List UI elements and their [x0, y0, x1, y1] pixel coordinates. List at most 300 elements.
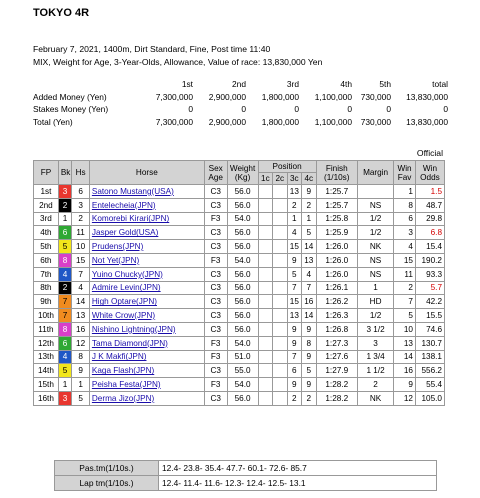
- header-finish-label: Finish: [325, 163, 348, 173]
- favorite-cell: 1: [394, 185, 416, 199]
- header-win: Win: [397, 163, 412, 173]
- horse-link[interactable]: Not Yet(JPN): [91, 255, 140, 265]
- header-weight-label: Weight: [229, 163, 256, 173]
- corner-2-cell: [273, 378, 287, 392]
- horse-name-cell: [89, 295, 204, 309]
- horse-name-cell: [89, 267, 204, 281]
- horse-link[interactable]: Admire Levin(JPN): [91, 283, 161, 293]
- favorite-cell: 5: [394, 309, 416, 323]
- money-cell: 2,900,000: [208, 117, 246, 128]
- horse-number-cell: 6: [72, 185, 90, 199]
- corner-3-cell: 7: [287, 350, 301, 364]
- result-row: [34, 350, 445, 364]
- header-finish: [316, 161, 357, 185]
- result-row: [34, 185, 445, 199]
- result-row: [34, 212, 445, 226]
- money-row-label: Stakes Money (Yen): [33, 104, 109, 115]
- weight-cell: 56.0: [227, 281, 258, 295]
- lap-time-label: Lap tm(1/10s.): [55, 476, 159, 491]
- fp-cell: 12th: [34, 336, 59, 350]
- finish-time-cell: 1:25.7: [316, 198, 357, 212]
- sex-age-cell: F3: [204, 253, 227, 267]
- finish-time-cell: 1:26.0: [316, 253, 357, 267]
- horse-link[interactable]: Jasper Gold(USA): [91, 228, 159, 238]
- horse-name-cell: [89, 336, 204, 350]
- sex-age-cell: C3: [204, 185, 227, 199]
- favorite-cell: 16: [394, 364, 416, 378]
- horse-number-cell: 7: [72, 267, 90, 281]
- finish-time-cell: 1:27.9: [316, 364, 357, 378]
- corner-3-cell: 1: [287, 212, 301, 226]
- favorite-cell: 2: [394, 281, 416, 295]
- corner-4-cell: 14: [302, 240, 317, 254]
- favorite-cell: 13: [394, 336, 416, 350]
- bracket-cell: 1: [58, 212, 71, 226]
- finish-time-cell: 1:25.8: [316, 212, 357, 226]
- finish-time-cell: 1:26.8: [316, 322, 357, 336]
- horse-name-cell: [89, 391, 204, 405]
- result-row: [34, 267, 445, 281]
- odds-cell: 556.2: [415, 364, 444, 378]
- sex-age-cell: C3: [204, 309, 227, 323]
- margin-cell: [357, 185, 393, 199]
- corner-2-cell: [273, 322, 287, 336]
- odds-cell: 138.1: [415, 350, 444, 364]
- results-header-row: [34, 161, 445, 173]
- money-cell: 1,100,000: [314, 117, 352, 128]
- horse-link[interactable]: Satono Mustang(USA): [91, 186, 174, 196]
- corner-4-cell: 13: [302, 253, 317, 267]
- horse-link[interactable]: Tama Diamond(JPN): [91, 338, 168, 348]
- lap-times-table: [54, 460, 437, 491]
- corner-1-cell: [258, 185, 272, 199]
- money-cell: 2nd: [232, 79, 246, 90]
- corner-1-cell: [258, 226, 272, 240]
- corner-1-cell: [258, 322, 272, 336]
- corner-2-cell: [273, 309, 287, 323]
- odds-cell: 190.2: [415, 253, 444, 267]
- odds-cell: 42.2: [415, 295, 444, 309]
- result-row: [34, 295, 445, 309]
- money-cell: 1st: [181, 79, 193, 90]
- bracket-cell: 3: [58, 185, 71, 199]
- horse-link[interactable]: J K Makfi(JPN): [91, 352, 147, 362]
- sex-age-cell: C3: [204, 240, 227, 254]
- favorite-cell: 3: [394, 226, 416, 240]
- passing-time-row: [55, 461, 437, 476]
- finish-time-cell: 1:27.3: [316, 336, 357, 350]
- money-cell: 0: [386, 104, 391, 115]
- corner-4-cell: 7: [302, 281, 317, 295]
- corner-2-cell: [273, 240, 287, 254]
- corner-4-cell: 2: [302, 198, 317, 212]
- result-row: [34, 226, 445, 240]
- header-weight-unit: (Kg): [234, 172, 251, 182]
- money-cell: 5th: [379, 79, 391, 90]
- horse-number-cell: 1: [72, 378, 90, 392]
- sex-age-cell: C3: [204, 226, 227, 240]
- corner-2-cell: [273, 350, 287, 364]
- money-cell: 3rd: [286, 79, 299, 90]
- corner-3-cell: 9: [287, 322, 301, 336]
- favorite-cell: 7: [394, 295, 416, 309]
- money-cell: 7,300,000: [155, 117, 193, 128]
- header-age: Age: [208, 172, 223, 182]
- odds-cell: 29.8: [415, 212, 444, 226]
- fp-cell: 14th: [34, 364, 59, 378]
- corner-1-cell: [258, 336, 272, 350]
- odds-cell: 105.0: [415, 391, 444, 405]
- odds-cell: 48.7: [415, 198, 444, 212]
- margin-cell: 1 3/4: [357, 350, 393, 364]
- header-hs: Hs: [72, 161, 90, 185]
- corner-4-cell: 4: [302, 267, 317, 281]
- favorite-cell: 11: [394, 267, 416, 281]
- corner-1-cell: [258, 253, 272, 267]
- horse-name-cell: [89, 240, 204, 254]
- horse-link[interactable]: High Optare(JPN): [91, 297, 157, 307]
- favorite-cell: 12: [394, 391, 416, 405]
- fp-cell: 10th: [34, 309, 59, 323]
- corner-4-cell: 9: [302, 322, 317, 336]
- lap-time-row: [55, 476, 437, 491]
- horse-number-cell: 4: [72, 281, 90, 295]
- result-row: [34, 240, 445, 254]
- horse-link[interactable]: Peisha Festa(JPN): [91, 380, 161, 390]
- weight-cell: 56.0: [227, 240, 258, 254]
- horse-name-cell: [89, 212, 204, 226]
- corner-1-cell: [258, 309, 272, 323]
- race-info-line-2: MIX, Weight for Age, 3-Year-Olds, Allowance, Value of race: 13,830,000 Yen: [33, 57, 323, 67]
- finish-time-cell: 1:26.0: [316, 267, 357, 281]
- horse-name-cell: [89, 364, 204, 378]
- fp-cell: 9th: [34, 295, 59, 309]
- corner-2-cell: [273, 364, 287, 378]
- prize-money-table: [33, 78, 448, 128]
- header-corner-1: 1c: [258, 173, 272, 185]
- favorite-cell: 14: [394, 350, 416, 364]
- money-cell: 0: [443, 104, 448, 115]
- bracket-cell: 7: [58, 309, 71, 323]
- fp-cell: 4th: [34, 226, 59, 240]
- bracket-cell: 7: [58, 295, 71, 309]
- header-sex: Sex: [208, 163, 223, 173]
- favorite-cell: 10: [394, 322, 416, 336]
- money-cell: 0: [241, 104, 246, 115]
- corner-2-cell: [273, 253, 287, 267]
- favorite-cell: 9: [394, 378, 416, 392]
- bracket-cell: 2: [58, 198, 71, 212]
- margin-cell: 1 1/2: [357, 364, 393, 378]
- bracket-cell: 8: [58, 253, 71, 267]
- margin-cell: NS: [357, 198, 393, 212]
- sex-age-cell: C3: [204, 364, 227, 378]
- fp-cell: 15th: [34, 378, 59, 392]
- money-cell: 730,000: [360, 117, 391, 128]
- money-cell: 13,830,000: [406, 117, 448, 128]
- horse-number-cell: 12: [72, 336, 90, 350]
- corner-3-cell: 6: [287, 364, 301, 378]
- corner-3-cell: 9: [287, 378, 301, 392]
- odds-cell: 74.6: [415, 322, 444, 336]
- margin-cell: 1/2: [357, 309, 393, 323]
- weight-cell: 56.0: [227, 295, 258, 309]
- corner-4-cell: 9: [302, 378, 317, 392]
- fp-cell: 6th: [34, 253, 59, 267]
- bracket-cell: 5: [58, 364, 71, 378]
- bracket-cell: 2: [58, 281, 71, 295]
- result-row: [34, 198, 445, 212]
- corner-1-cell: [258, 295, 272, 309]
- horse-name-cell: [89, 185, 204, 199]
- money-header-row: [33, 78, 448, 91]
- horse-link[interactable]: Derma Jizo(JPN): [91, 393, 155, 403]
- money-cell: 0: [347, 104, 352, 115]
- corner-2-cell: [273, 267, 287, 281]
- weight-cell: 51.0: [227, 350, 258, 364]
- header-win-fav: [394, 161, 416, 185]
- horse-name-cell: [89, 198, 204, 212]
- fp-cell: 8th: [34, 281, 59, 295]
- odds-cell: 6.8: [415, 226, 444, 240]
- weight-cell: 56.0: [227, 322, 258, 336]
- horse-number-cell: 13: [72, 309, 90, 323]
- finish-time-cell: 1:27.6: [316, 350, 357, 364]
- result-row: [34, 378, 445, 392]
- horse-name-cell: [89, 309, 204, 323]
- horse-link[interactable]: Prudens(JPN): [91, 242, 144, 252]
- corner-4-cell: 1: [302, 212, 317, 226]
- result-row: [34, 253, 445, 267]
- horse-name-cell: [89, 253, 204, 267]
- header-fav: Fav: [397, 172, 412, 182]
- result-row: [34, 336, 445, 350]
- result-row: [34, 391, 445, 405]
- sex-age-cell: F3: [204, 212, 227, 226]
- passing-time-label: Pas.tm(1/10s.): [55, 461, 159, 476]
- money-cell: 13,830,000: [406, 91, 448, 102]
- weight-cell: 56.0: [227, 391, 258, 405]
- corner-1-cell: [258, 281, 272, 295]
- header-margin: Margin: [357, 161, 393, 185]
- corner-1-cell: [258, 267, 272, 281]
- horse-number-cell: 10: [72, 240, 90, 254]
- header-finish-unit: (1/10s): [324, 172, 350, 182]
- result-row: [34, 364, 445, 378]
- margin-cell: 3 1/2: [357, 322, 393, 336]
- corner-3-cell: 5: [287, 267, 301, 281]
- money-row: [33, 116, 448, 129]
- finish-time-cell: 1:28.2: [316, 391, 357, 405]
- bracket-cell: 6: [58, 336, 71, 350]
- horse-number-cell: 5: [72, 391, 90, 405]
- money-cell: 1,800,000: [261, 91, 299, 102]
- money-row-label: Total (Yen): [33, 117, 73, 128]
- money-cell: 7,300,000: [155, 91, 193, 102]
- margin-cell: HD: [357, 295, 393, 309]
- horse-link[interactable]: Nishino Lightning(JPN): [91, 324, 176, 334]
- sex-age-cell: F3: [204, 336, 227, 350]
- money-cell: 0: [188, 104, 193, 115]
- horse-name-cell: [89, 378, 204, 392]
- odds-cell: 93.3: [415, 267, 444, 281]
- odds-cell: 130.7: [415, 336, 444, 350]
- result-row: [34, 309, 445, 323]
- favorite-cell: 15: [394, 253, 416, 267]
- money-cell: 1,800,000: [261, 117, 299, 128]
- weight-cell: 54.0: [227, 378, 258, 392]
- lap-time-values: 12.4- 11.4- 11.6- 12.3- 12.4- 12.5- 13.1: [159, 476, 437, 491]
- weight-cell: 54.0: [227, 212, 258, 226]
- horse-number-cell: 2: [72, 212, 90, 226]
- header-corner-3: 3c: [287, 173, 301, 185]
- weight-cell: 56.0: [227, 267, 258, 281]
- money-cell: 0: [294, 104, 299, 115]
- bracket-cell: 8: [58, 322, 71, 336]
- odds-cell: 1.5: [415, 185, 444, 199]
- sex-age-cell: C3: [204, 295, 227, 309]
- finish-time-cell: 1:26.3: [316, 309, 357, 323]
- horse-link[interactable]: Yuino Chucky(JPN): [91, 269, 163, 279]
- corner-3-cell: 7: [287, 281, 301, 295]
- money-cell: 1,100,000: [314, 91, 352, 102]
- race-title: TOKYO 4R: [33, 7, 90, 19]
- corner-4-cell: 9: [302, 185, 317, 199]
- corner-3-cell: 2: [287, 198, 301, 212]
- money-cell: 730,000: [360, 91, 391, 102]
- finish-time-cell: 1:26.1: [316, 281, 357, 295]
- favorite-cell: 8: [394, 198, 416, 212]
- margin-cell: NS: [357, 253, 393, 267]
- money-row: [33, 103, 448, 116]
- horse-number-cell: 11: [72, 226, 90, 240]
- corner-4-cell: 16: [302, 295, 317, 309]
- corner-2-cell: [273, 336, 287, 350]
- corner-2-cell: [273, 391, 287, 405]
- fp-cell: 5th: [34, 240, 59, 254]
- header-weight: [227, 161, 258, 185]
- corner-2-cell: [273, 281, 287, 295]
- corner-4-cell: 2: [302, 391, 317, 405]
- fp-cell: 2nd: [34, 198, 59, 212]
- money-row-label: [33, 78, 138, 91]
- header-odds: Odds: [420, 172, 440, 182]
- corner-1-cell: [258, 378, 272, 392]
- weight-cell: 54.0: [227, 253, 258, 267]
- margin-cell: 2: [357, 378, 393, 392]
- margin-cell: NK: [357, 391, 393, 405]
- sex-age-cell: C3: [204, 198, 227, 212]
- horse-number-cell: 9: [72, 364, 90, 378]
- corner-3-cell: 13: [287, 185, 301, 199]
- sex-age-cell: C3: [204, 391, 227, 405]
- corner-4-cell: 5: [302, 364, 317, 378]
- money-cell: 4th: [340, 79, 352, 90]
- corner-4-cell: 5: [302, 226, 317, 240]
- corner-3-cell: 4: [287, 226, 301, 240]
- result-row: [34, 281, 445, 295]
- corner-1-cell: [258, 364, 272, 378]
- header-fp: FP: [34, 161, 59, 185]
- bracket-cell: 1: [58, 378, 71, 392]
- corner-4-cell: 14: [302, 309, 317, 323]
- header-position: Position: [258, 161, 316, 173]
- weight-cell: 56.0: [227, 198, 258, 212]
- corner-3-cell: 15: [287, 295, 301, 309]
- horse-number-cell: 16: [72, 322, 90, 336]
- header-odds-win: Win: [422, 163, 438, 173]
- favorite-cell: 6: [394, 212, 416, 226]
- favorite-cell: 4: [394, 240, 416, 254]
- horse-link[interactable]: Entelecheia(JPN): [91, 200, 156, 210]
- header-win-odds: [415, 161, 444, 185]
- horse-name-cell: [89, 350, 204, 364]
- fp-cell: 11th: [34, 322, 59, 336]
- money-row-label: Added Money (Yen): [33, 91, 107, 102]
- horse-name-cell: [89, 281, 204, 295]
- fp-cell: 1st: [34, 185, 59, 199]
- finish-time-cell: 1:25.7: [316, 185, 357, 199]
- horse-name-cell: [89, 322, 204, 336]
- corner-4-cell: 9: [302, 350, 317, 364]
- horse-number-cell: 15: [72, 253, 90, 267]
- corner-2-cell: [273, 198, 287, 212]
- money-row: [33, 91, 448, 104]
- sex-age-cell: C3: [204, 267, 227, 281]
- margin-cell: NK: [357, 240, 393, 254]
- finish-time-cell: 1:28.2: [316, 378, 357, 392]
- weight-cell: 55.0: [227, 364, 258, 378]
- corner-2-cell: [273, 185, 287, 199]
- corner-4-cell: 8: [302, 336, 317, 350]
- corner-1-cell: [258, 198, 272, 212]
- race-info-line-1: February 7, 2021, 1400m, Dirt Standard, Fine, Post time 11:40: [33, 44, 271, 54]
- horse-link[interactable]: Kaga Flash(JPN): [91, 366, 155, 376]
- odds-cell: 55.4: [415, 378, 444, 392]
- header-sex-age: [204, 161, 227, 185]
- sex-age-cell: C3: [204, 322, 227, 336]
- header-bk: Bk: [58, 161, 71, 185]
- weight-cell: 54.0: [227, 336, 258, 350]
- corner-2-cell: [273, 212, 287, 226]
- result-row: [34, 322, 445, 336]
- header-horse: Horse: [89, 161, 204, 185]
- horse-link[interactable]: Komorebi Kirari(JPN): [91, 214, 170, 224]
- margin-cell: 1/2: [357, 212, 393, 226]
- corner-3-cell: 15: [287, 240, 301, 254]
- horse-link[interactable]: White Crow(JPN): [91, 311, 156, 321]
- corner-1-cell: [258, 350, 272, 364]
- corner-1-cell: [258, 212, 272, 226]
- horse-number-cell: 8: [72, 350, 90, 364]
- passing-time-values: 12.4- 23.8- 35.4- 47.7- 60.1- 72.6- 85.7: [159, 461, 437, 476]
- corner-1-cell: [258, 391, 272, 405]
- margin-cell: 1: [357, 281, 393, 295]
- sex-age-cell: F3: [204, 378, 227, 392]
- corner-3-cell: 2: [287, 391, 301, 405]
- horse-number-cell: 3: [72, 198, 90, 212]
- money-cell: total: [432, 79, 448, 90]
- weight-cell: 56.0: [227, 185, 258, 199]
- corner-3-cell: 9: [287, 336, 301, 350]
- finish-time-cell: 1:25.9: [316, 226, 357, 240]
- money-cell: 2,900,000: [208, 91, 246, 102]
- fp-cell: 3rd: [34, 212, 59, 226]
- fp-cell: 13th: [34, 350, 59, 364]
- corner-3-cell: 13: [287, 309, 301, 323]
- odds-cell: 5.7: [415, 281, 444, 295]
- header-corner-4: 4c: [302, 173, 317, 185]
